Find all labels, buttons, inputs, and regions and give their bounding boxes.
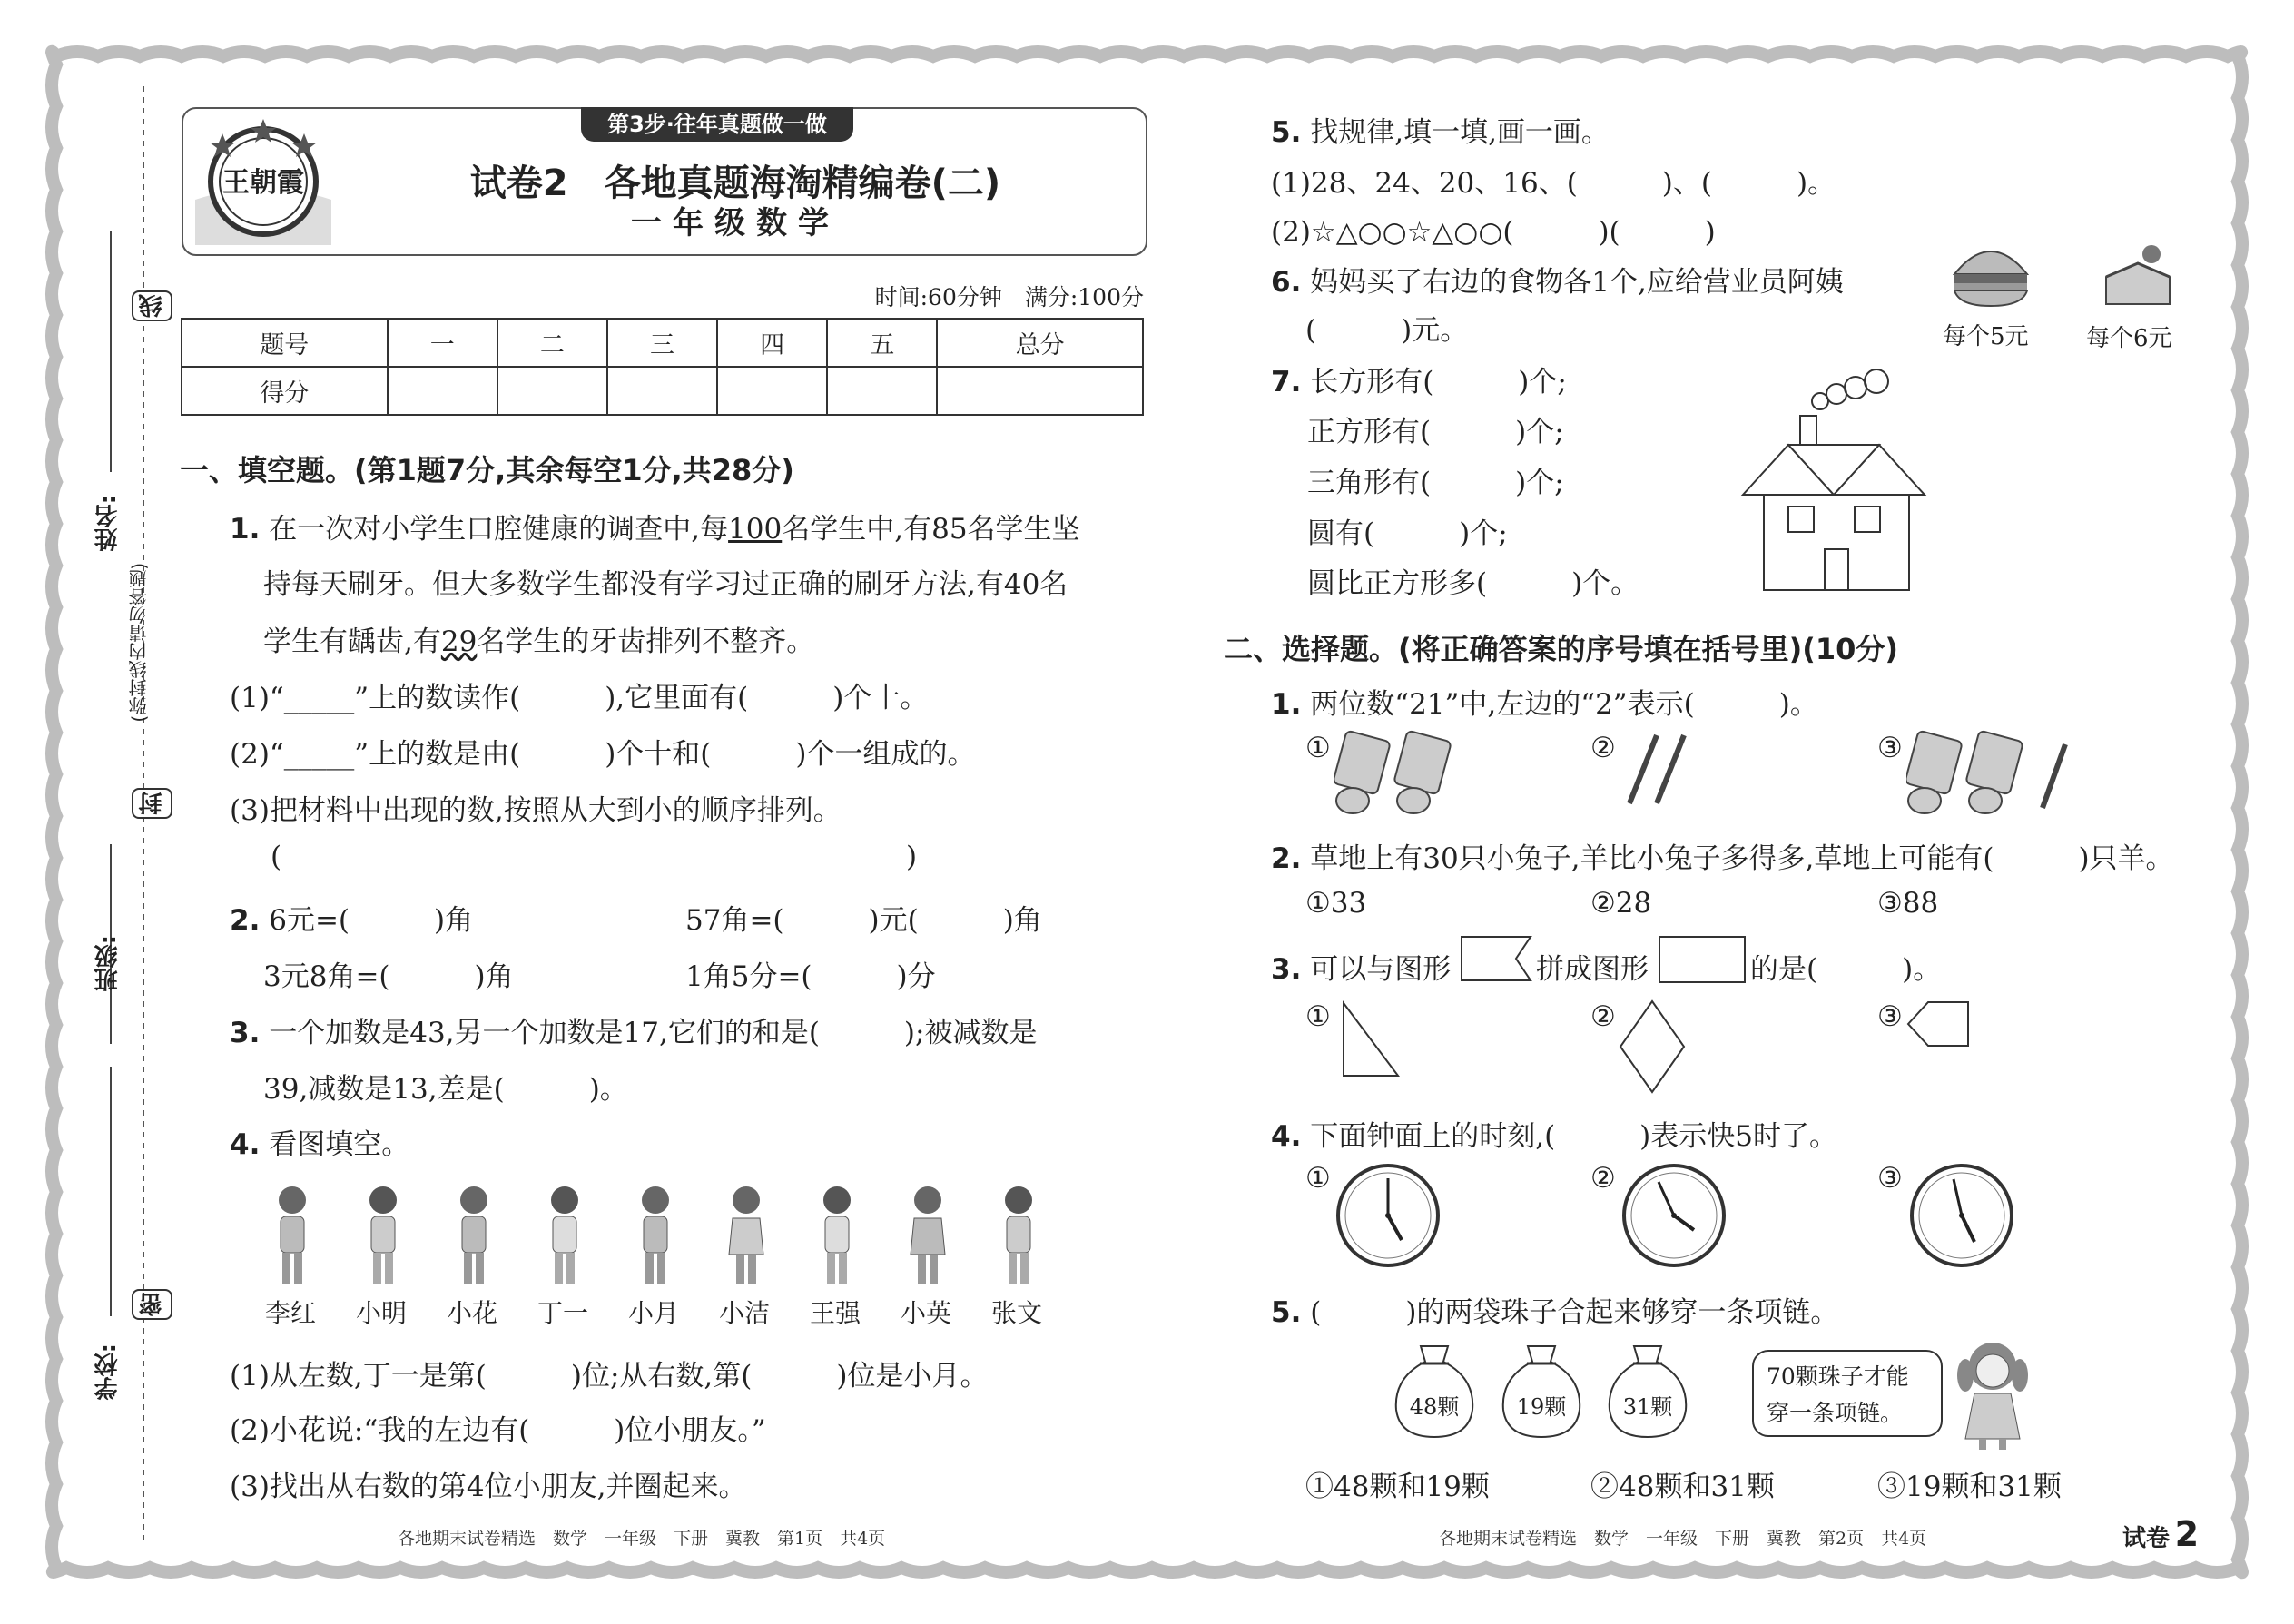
s2-q1-text: 两位数“21”中,左边的“2”表示( )。	[1310, 688, 1818, 721]
score-table-header-row	[182, 319, 1143, 367]
s1-q1-sub3: (3)把材料中出现的数,按照从大到小的顺序排列。	[230, 794, 842, 827]
s2-q1	[1271, 681, 1818, 722]
side-dense-char: 密	[132, 1289, 172, 1320]
time-info: 时间:60分钟 满分:100分	[874, 284, 1144, 310]
s1-q1-text-b: 名学生中,有85名学生坚	[782, 513, 1080, 546]
s2-q1-opt3: ③	[1877, 732, 1903, 764]
s1-q1-underlined-29: 29	[440, 625, 478, 658]
s1-q4-num: 4.	[230, 1128, 261, 1161]
score-cell: 四	[717, 319, 827, 367]
s2-q1-opt2: ②	[1590, 732, 1616, 764]
kid-name: 小明	[356, 1298, 408, 1328]
s1-q2-c: 3元8角=( )角	[263, 960, 514, 993]
s2-q2	[1271, 835, 2174, 876]
kid-name: 王强	[810, 1298, 861, 1328]
r-q5-title	[1271, 109, 1610, 150]
s1-q1-underlined-100: 100	[728, 513, 783, 546]
r-q7-d: 圆有( )个;	[1307, 517, 1508, 550]
r-q5-sub2: (2)☆△○○☆△○○( )( )	[1271, 216, 1716, 249]
s1-q1-line3-a: 学生有龋齿,有	[263, 625, 441, 658]
score-cell: 一	[388, 319, 497, 367]
s2-q3-opt3: ③	[1877, 1000, 1903, 1033]
side-class-label: 班级:	[94, 935, 122, 992]
s2-q5-opt2: ②48颗和31颗	[1590, 1471, 1775, 1503]
s2-q5-num: 5.	[1271, 1296, 1302, 1329]
s2-q3-opt1: ①	[1305, 1000, 1331, 1033]
kid-figure	[451, 1182, 497, 1291]
kid-name: 小洁	[719, 1298, 771, 1328]
s2-q3-text-b: 拼成图形	[1536, 953, 1649, 986]
score-input-cell[interactable]	[388, 367, 497, 415]
s1-q1-sub2: (2)“_____”上的数是由( )个十和( )个一组成的。	[230, 738, 976, 771]
score-input-cell[interactable]	[607, 367, 717, 415]
kid-figure	[814, 1182, 860, 1291]
s2-q2-opt2: ②28	[1590, 887, 1652, 920]
score-cell: 总分	[937, 319, 1143, 367]
section1-title: 一、填空题。(第1题7分,其余每空1分,共28分)	[180, 453, 794, 487]
s2-q5-opt3: ③19颗和31颗	[1877, 1471, 2062, 1503]
s2-q3-text-a: 可以与图形	[1310, 953, 1452, 986]
s1-q3-line1	[230, 1009, 1037, 1050]
s1-q2-a	[230, 897, 473, 938]
score-row-label: 得分	[182, 367, 388, 415]
hamburger-icon	[1950, 238, 2032, 310]
section2-title: 二、选择题。(将正确答案的序号填在括号里)(10分)	[1224, 632, 1899, 666]
paper-badge	[2122, 1514, 2199, 1554]
score-table	[181, 318, 1144, 416]
s1-q1-num: 1.	[230, 513, 261, 546]
house-figure	[1738, 363, 1934, 595]
kid-name: 丁一	[537, 1298, 589, 1328]
bead-bag	[1389, 1342, 1480, 1442]
clock-icon	[1908, 1162, 2015, 1269]
s2-q2-opt3: ③88	[1877, 887, 1939, 920]
clock-icon	[1620, 1162, 1728, 1269]
r-q6-line1-text: 妈妈买了右边的食物各1个,应给营业员阿姨	[1310, 266, 1844, 299]
kid-name: 张文	[991, 1298, 1043, 1328]
logo-text: 王朝霞	[222, 167, 304, 199]
side-name-label: 姓名:	[94, 495, 122, 552]
bead-bag	[1496, 1342, 1587, 1442]
score-input-cell[interactable]	[497, 367, 607, 415]
s1-q3-num: 3.	[230, 1017, 261, 1049]
kid-figure	[905, 1182, 950, 1291]
s2-q4-opt3: ③	[1877, 1162, 1903, 1195]
score-input-cell[interactable]	[937, 367, 1143, 415]
score-input-cell[interactable]	[717, 367, 827, 415]
r-q5-sub1: (1)28、24、20、16、( )、( )。	[1271, 167, 1836, 200]
score-cell: 三	[607, 319, 717, 367]
s1-q1-line3	[263, 618, 814, 659]
kid-figure	[633, 1182, 678, 1291]
kite-shape-icon	[1616, 997, 1689, 1097]
clock-icon	[1334, 1162, 1442, 1269]
score-cell: 五	[827, 319, 937, 367]
s2-q4-num: 4.	[1271, 1120, 1302, 1153]
s1-q3-line1-text: 一个加数是43,另一个加数是17,它们的和是( );被减数是	[269, 1017, 1038, 1049]
s2-q1-num: 1.	[1271, 688, 1302, 721]
kid-figure	[360, 1182, 406, 1291]
r-q6-num: 6.	[1271, 266, 1302, 299]
score-cell: 二	[497, 319, 607, 367]
s2-q3	[1271, 946, 1451, 987]
r-q7-c: 三角形有( )个;	[1307, 467, 1564, 499]
r-q5-title-text: 找规律,填一填,画一画。	[1310, 116, 1610, 149]
s2-q4-opt1: ①	[1305, 1162, 1331, 1195]
bag-label: 31颗	[1622, 1394, 1673, 1420]
paper-subtitle: 一年级数学	[631, 205, 840, 241]
side-line-char: 线	[132, 290, 172, 321]
single-sticks-icon	[1616, 726, 1707, 808]
s1-q3-line2: 39,减数是13,差是( )。	[263, 1073, 628, 1106]
food1-price: 每个5元	[1943, 323, 2029, 350]
stick-bundles-icon	[1334, 726, 1457, 817]
kid-figure	[270, 1182, 315, 1291]
s2-q4	[1271, 1113, 1837, 1154]
s1-q4-sub2: (2)小花说:“我的左边有( )位小朋友。”	[230, 1414, 766, 1447]
logo-emblem	[195, 113, 331, 245]
paper-badge-label: 试卷	[2122, 1525, 2171, 1552]
s2-q1-opt1: ①	[1305, 732, 1331, 764]
kid-name: 小月	[628, 1298, 680, 1328]
kid-name: 李红	[265, 1298, 317, 1328]
s2-q3-text-c: 的是( )。	[1750, 953, 1942, 986]
s1-q1-line3-b: 名学生的牙齿排列不整齐。	[477, 625, 815, 658]
r-q7-a-text: 长方形有( )个;	[1310, 366, 1567, 399]
s1-q4-sub1: (1)从左数,丁一是第( )位;从右数,第( )位是小月。	[230, 1360, 989, 1393]
s1-q1-line2: 持每天刷牙。但大多数学生都没有学习过正确的刷牙方法,有40名	[263, 568, 1068, 601]
side-seal-char: 封	[132, 788, 172, 819]
r-q6-line1	[1271, 259, 1844, 300]
paper-badge-number: 2	[2174, 1514, 2200, 1554]
r-q6-line2: ( )元。	[1305, 314, 1469, 347]
s2-q4-opt2: ②	[1590, 1162, 1616, 1195]
kid-figure	[996, 1182, 1041, 1291]
r-q7-e: 圆比正方形多( )个。	[1307, 567, 1639, 600]
paper-title: 试卷2 各地真题海淘精编卷(二)	[469, 162, 1001, 204]
r-q7-a	[1271, 359, 1567, 399]
r-q7-num: 7.	[1271, 366, 1302, 399]
score-table-score-row	[182, 367, 1143, 415]
footer-right: 各地期末试卷精选 数学 一年级 下册 冀教 第2页 共4页	[1439, 1529, 1927, 1549]
bead-bag	[1602, 1342, 1693, 1442]
s2-q2-text: 草地上有30只小兔子,羊比小兔子多得多,草地上可能有( )只羊。	[1310, 842, 2174, 875]
s1-q4-title	[230, 1121, 409, 1162]
s1-q2-b: 57角=( )元( )角	[685, 904, 1042, 937]
s2-q2-num: 2.	[1271, 842, 1302, 875]
s1-q4-sub3: (3)找出从右数的第4位小朋友,并圈起来。	[230, 1471, 747, 1503]
s2-q5-text: ( )的两袋珠子合起来够穿一条项链。	[1310, 1296, 1839, 1329]
cake-icon	[2097, 231, 2179, 313]
bundles-and-stick-icon	[1906, 726, 2079, 817]
s2-q4-text: 下面钟面上的时刻,( )表示快5时了。	[1310, 1120, 1837, 1153]
s2-q5	[1271, 1289, 1838, 1330]
pentagon-tag-icon	[1906, 999, 1970, 1049]
kid-name: 小花	[447, 1298, 498, 1328]
s1-q1-sub1: (1)“_____”上的数读作( ),它里面有( )个十。	[230, 682, 929, 714]
rectangle-shape-icon	[1658, 935, 1747, 984]
score-cell: 题号	[182, 319, 388, 367]
s2-q2-opt1: ①33	[1305, 887, 1367, 920]
s2-q3-num: 3.	[1271, 953, 1302, 986]
score-input-cell[interactable]	[827, 367, 937, 415]
s1-q2-d: 1角5分=( )分	[685, 960, 936, 993]
s1-q4-title-text: 看图填空。	[269, 1128, 410, 1161]
flag-shape-icon	[1460, 935, 1532, 982]
s1-q1-answer-blank[interactable]	[290, 841, 899, 877]
kid-figure	[724, 1182, 769, 1291]
speech-bubble: 70颗珠子才能穿一条项链。	[1752, 1350, 1943, 1437]
s1-q2-a-text: 6元=( )角	[269, 904, 474, 937]
kid-figure	[542, 1182, 587, 1291]
footer-left: 各地期末试卷精选 数学 一年级 下册 冀教 第1页 共4页	[398, 1529, 886, 1549]
bag-label: 48颗	[1409, 1394, 1460, 1420]
right-triangle-icon	[1339, 999, 1403, 1080]
bag-label: 19颗	[1516, 1394, 1567, 1420]
s1-q1-text-a: 在一次对小学生口腔健康的调查中,每	[269, 513, 729, 546]
s1-q1-answer-paren-right: )	[906, 841, 918, 873]
step-badge: 第3步·往年真题做一做	[581, 107, 853, 142]
side-school-label: 学校:	[94, 1343, 122, 1401]
r-q5-num: 5.	[1271, 116, 1302, 149]
food2-price: 每个6元	[2086, 325, 2172, 352]
s2-q3-opt2: ②	[1590, 1000, 1616, 1033]
kid-name: 小英	[901, 1298, 952, 1328]
girl-figure	[1952, 1334, 2033, 1452]
s1-q2-num: 2.	[230, 904, 261, 937]
r-q7-b: 正方形有( )个;	[1307, 416, 1564, 448]
side-note: (弥封线内请勿答题)	[128, 563, 150, 723]
s1-q1-line1	[230, 506, 1080, 546]
s1-q1-answer-paren-left: (	[271, 841, 282, 873]
s2-q5-opt1: ①48颗和19颗	[1305, 1471, 1490, 1503]
